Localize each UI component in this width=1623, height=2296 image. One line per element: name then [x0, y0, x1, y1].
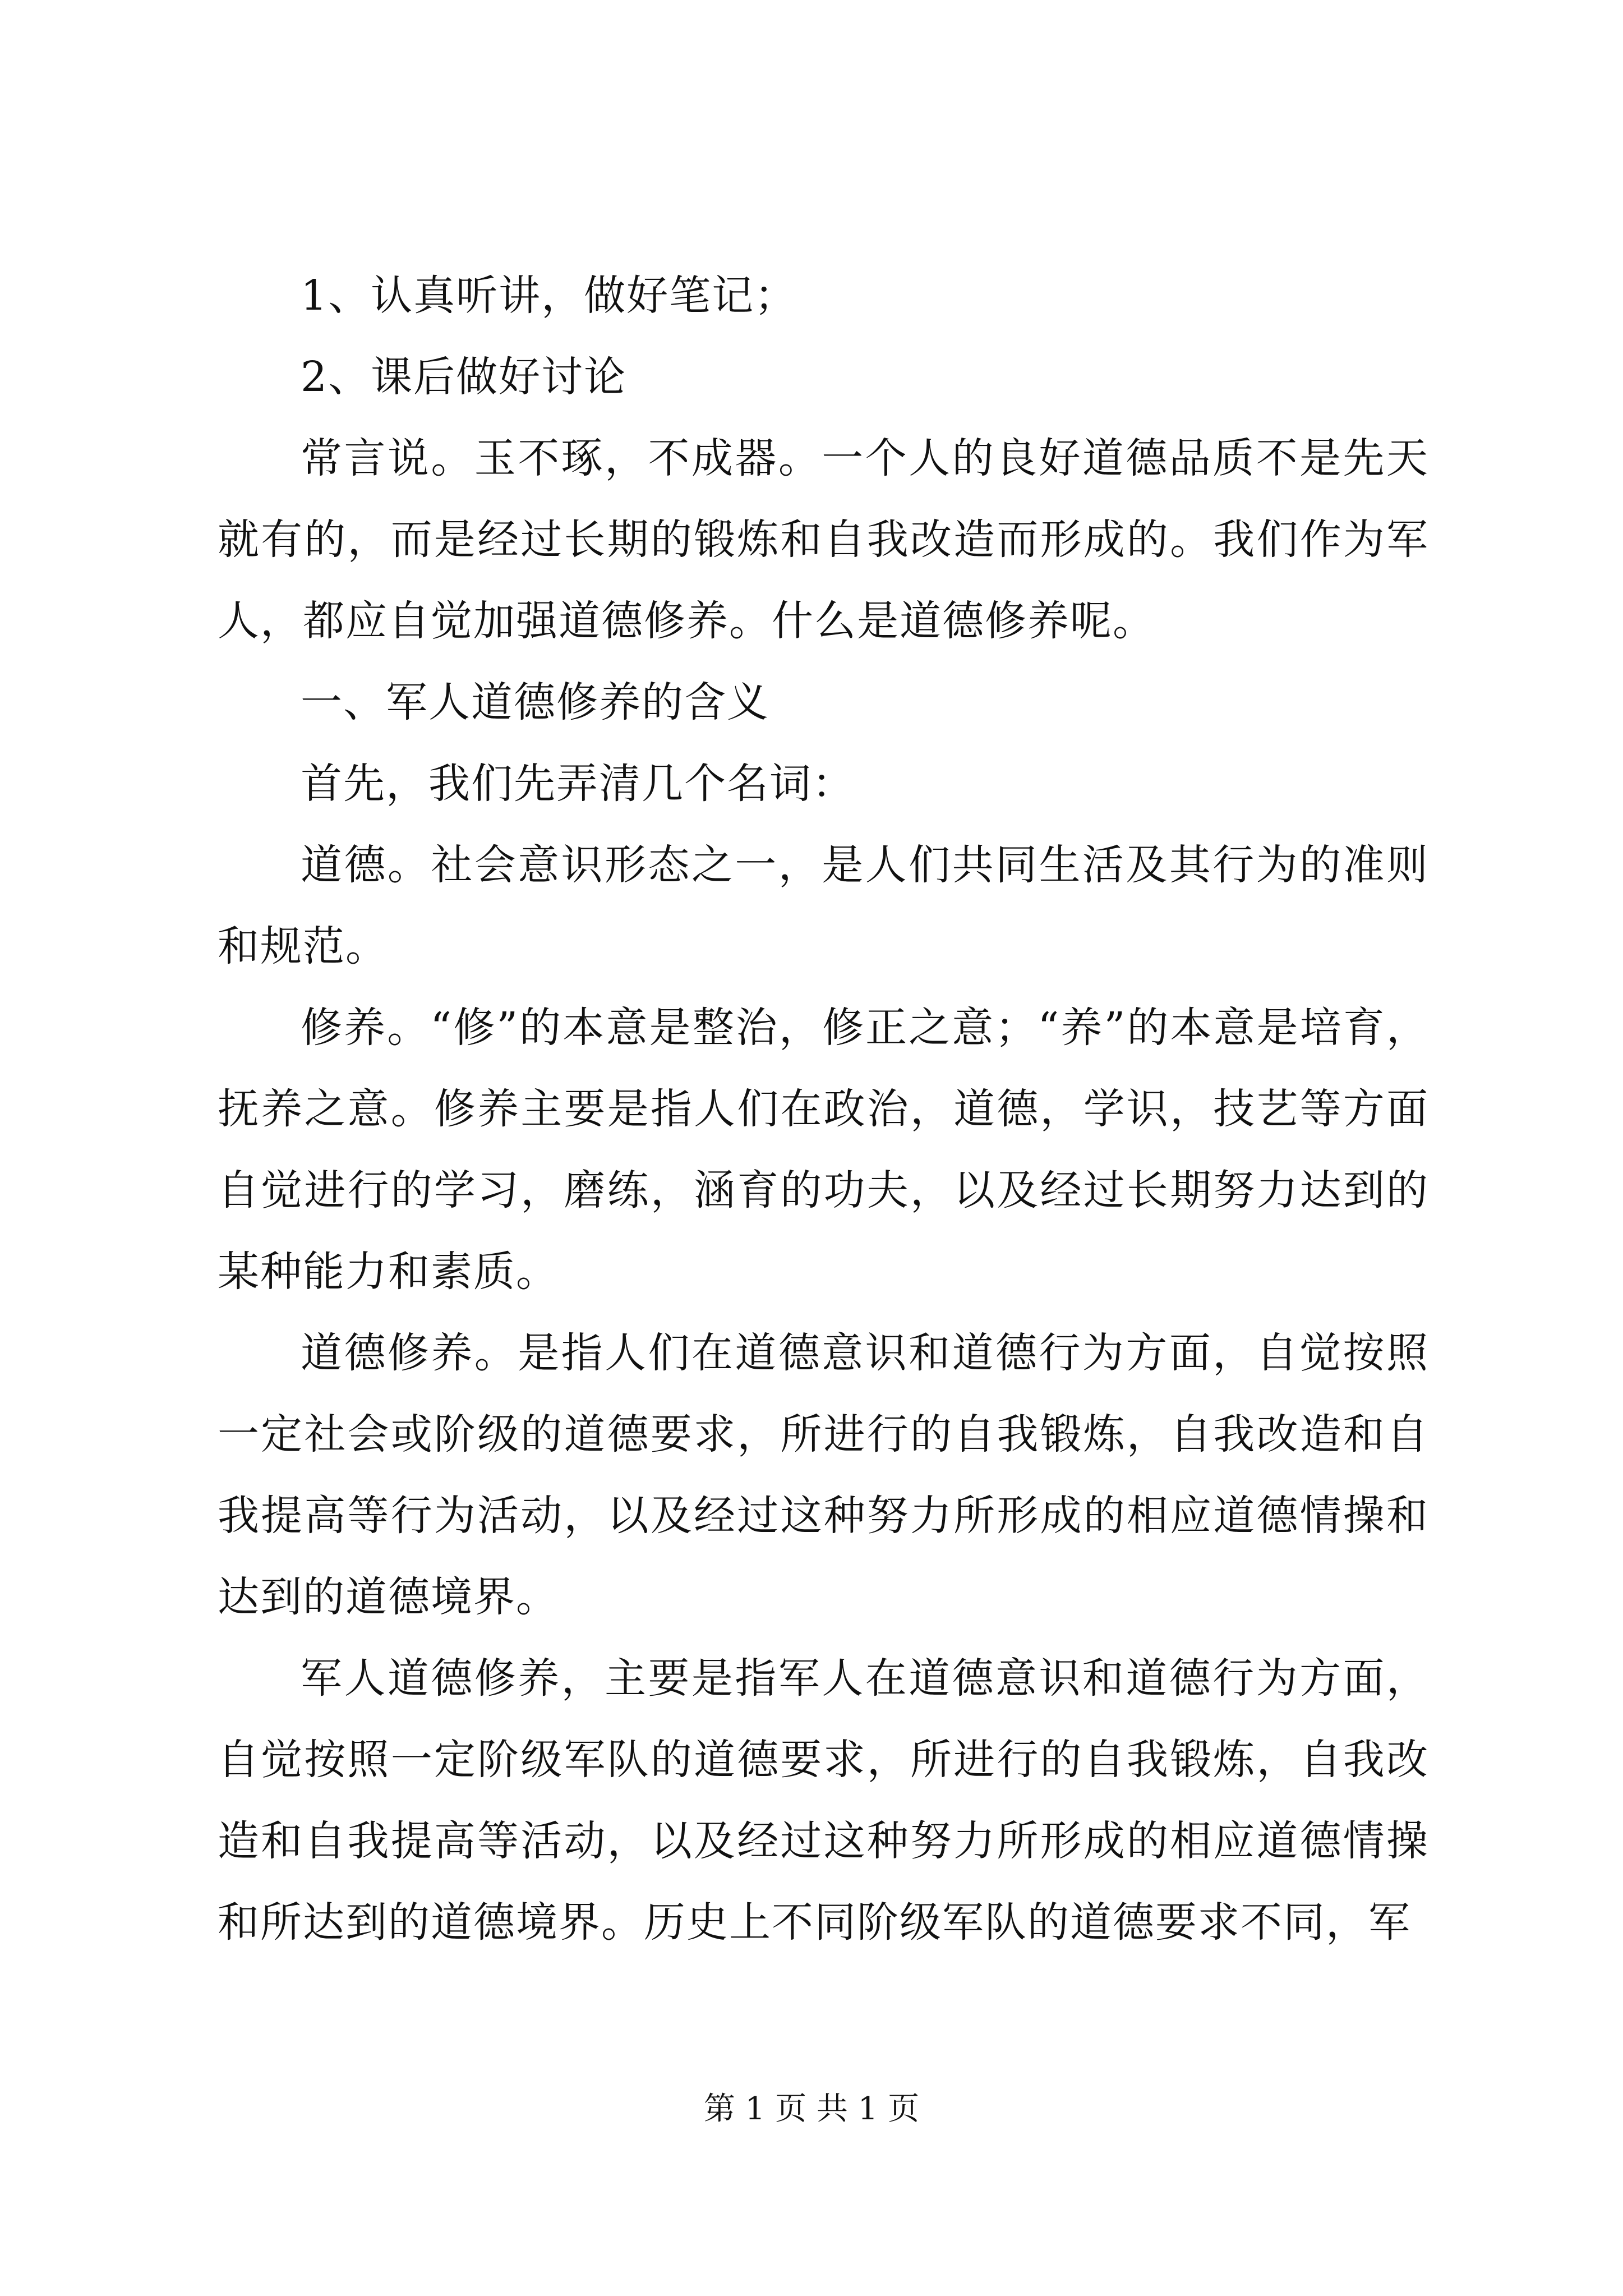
section-heading: 一、军人道德修养的含义 — [301, 678, 769, 726]
document-body — [218, 255, 1429, 1963]
definition-military-moral-cultivation: 军人道德修养，主要是指军人在道德意识和道德行为方面，自觉按照一定阶级军队的道德要求，所进行的自我锻炼，自我改造和自我提高等活动，以及经过这种努力所形成的相应道德情操和所达到的道德境界。历史上不同阶级军队的道德要求不同，军 — [218, 1654, 1429, 1947]
definition-moral-cultivation: 道德修养。是指人们在道德意识和道德行为方面，自觉按照一定社会或阶级的道德要求，所进行的自我锻炼，自我改造和自我提高等行为活动，以及经过这种努力所形成的相应道德情操和达到的道德境界。 — [218, 1329, 1429, 1621]
definition-cultivation: 修养。“修”的本意是整治，修正之意；“养”的本意是培育，抚养之意。修养主要是指人们在政治，道德，学识，技艺等方面自觉进行的学习，磨练，涵育的功夫，以及经过长期努力达到的某种能力和素质。 — [218, 1004, 1429, 1296]
definition-morality: 道德。社会意识形态之一，是人们共同生活及其行为的准则和规范。 — [218, 841, 1429, 970]
paragraph-5: 首先，我们先弄清几个名词： — [301, 760, 855, 808]
paragraph-1: 1、认真听讲，做好笔记； — [301, 272, 797, 320]
paragraph-2: 2、课后做好讨论 — [301, 353, 627, 401]
page-footer: 第 1 页 共 1 页 — [703, 2091, 920, 2127]
paragraph-3: 常言说。玉不琢，不成器。一个人的良好道德品质不是先天就有的，而是经过长期的锻炼和自我改造而形成的。我们作为军人，都应自觉加强道德修养。什么是道德修养呢。 — [218, 434, 1429, 645]
